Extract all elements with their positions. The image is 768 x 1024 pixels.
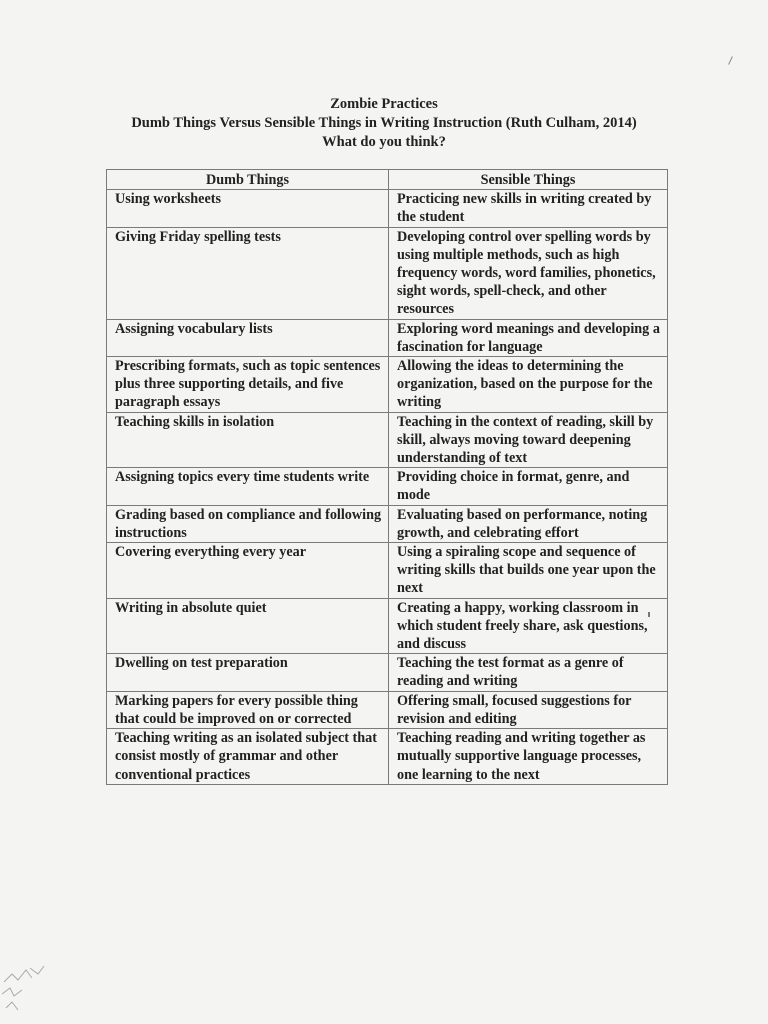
sensible-thing-cell: Offering small, focused suggestions for revision and editing [389,691,668,728]
sensible-things-header: Sensible Things [389,170,668,190]
table-row [107,357,668,413]
table-row [107,691,668,728]
dumb-thing-cell: Grading based on compliance and following instructions [107,505,389,542]
sensible-thing-cell: Teaching the test format as a genre of reading and writing [389,654,668,691]
sensible-thing-cell: Allowing the ideas to determining the organization, based on the purpose for the writing [389,357,668,413]
page-subtitle: Dumb Things Versus Sensible Things in Writing Instruction (Ruth Culham, 2014) [131,115,637,131]
page-header [0,95,768,152]
sensible-thing-cell: Using a spiraling scope and sequence of writing skills that builds one year upon the next [389,543,668,599]
dumb-thing-cell: Assigning topics every time students write [107,468,389,505]
dumb-thing-cell: Prescribing formats, such as topic sentences plus three supporting details, and five paragraph essays [107,357,389,413]
table-row [107,468,668,505]
dumb-thing-cell: Using worksheets [107,190,389,227]
table-header-row [107,170,668,190]
dumb-thing-cell: Giving Friday spelling tests [107,227,389,319]
practices-table [106,169,668,785]
sensible-thing-cell: Creating a happy, working classroom in which student freely share, ask questions, and discuss [389,598,668,654]
dumb-thing-cell: Dwelling on test preparation [107,654,389,691]
table-row [107,227,668,319]
table-row [107,598,668,654]
sensible-thing-cell: Teaching reading and writing together as mutually supportive language processes, one learning to the next [389,729,668,785]
dumb-thing-cell: Covering everything every year [107,543,389,599]
table-row [107,505,668,542]
pen-mark [728,56,733,65]
table-row [107,654,668,691]
sensible-thing-cell: Providing choice in format, genre, and mode [389,468,668,505]
dumb-things-header: Dumb Things [107,170,389,190]
dumb-thing-cell: Marking papers for every possible thing that could be improved on or corrected [107,691,389,728]
dumb-thing-cell: Teaching writing as an isolated subject that consist mostly of grammar and other conventional practices [107,729,389,785]
sensible-thing-cell: Evaluating based on performance, noting growth, and celebrating effort [389,505,668,542]
ink-speck [648,612,650,617]
table-row [107,543,668,599]
dumb-thing-cell: Writing in absolute quiet [107,598,389,654]
table-row [107,319,668,356]
sensible-thing-cell: Practicing new skills in writing created by the student [389,190,668,227]
scan-smudge [0,960,60,1024]
table-row [107,412,668,468]
sensible-thing-cell: Teaching in the context of reading, skill by skill, always moving toward deepening understanding of text [389,412,668,468]
sensible-thing-cell: Developing control over spelling words by using multiple methods, such as high frequency words, word families, phonetics, sight words, spell-check, and other resources [389,227,668,319]
sensible-thing-cell: Exploring word meanings and developing a fascination for language [389,319,668,356]
dumb-thing-cell: Assigning vocabulary lists [107,319,389,356]
page-question: What do you think? [322,134,446,150]
table-row [107,729,668,785]
page-title: Zombie Practices [330,96,438,112]
dumb-thing-cell: Teaching skills in isolation [107,412,389,468]
table-row [107,190,668,227]
